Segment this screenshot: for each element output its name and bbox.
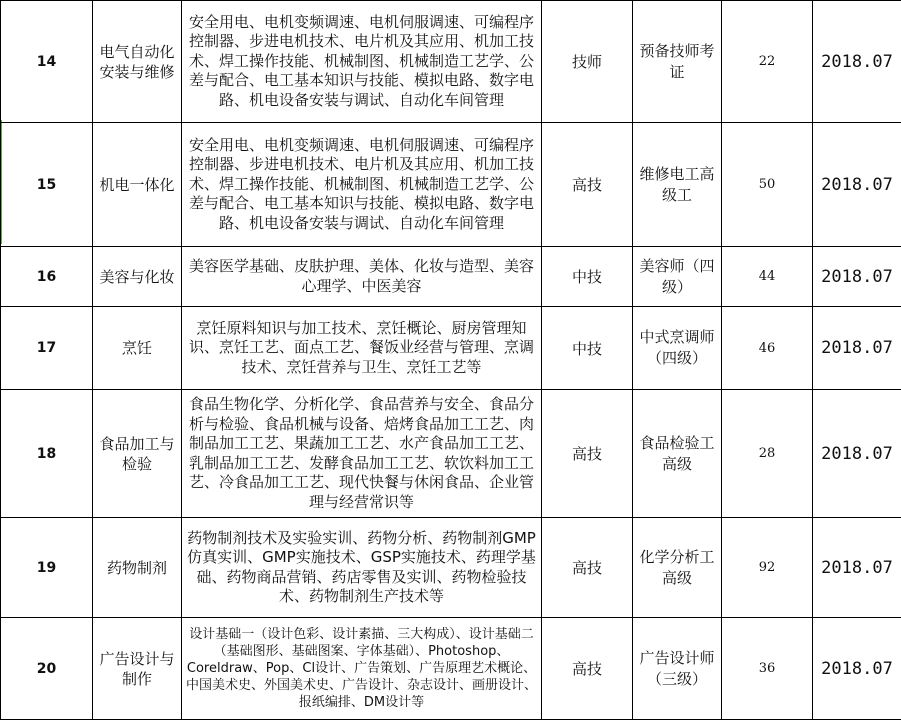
major-name: 食品加工与检验 [93,390,182,518]
graduation-date: 2018.07 [813,518,901,618]
school-level: 中技 [542,247,633,307]
school-level: 技师 [542,1,633,123]
graduation-date: 2018.07 [813,618,901,720]
table-row [1,518,901,618]
table-row [1,618,901,720]
courses: 设计基础一（设计色彩、设计素描、三大构成）、设计基础二（基础图形、基础图案、字体基础）、Photoshop、Coreldraw、Pop、Cl设计、广告策划、广告原理艺术概论、中国美术史、外国美术史、广告设计、杂志设计、画册设计、报纸编排、DM设计等 [182,618,542,720]
school-level: 高技 [542,390,633,518]
graduation-date: 2018.07 [813,1,901,123]
major-name: 机电一体化 [93,123,182,247]
certificate: 维修电工高级工 [633,123,722,247]
school-level: 中技 [542,307,633,390]
school-level: 高技 [542,618,633,720]
courses: 食品生物化学、分析化学、食品营养与安全、食品分析与检验、食品机械与设备、焙烤食品加工工艺、肉制品加工工艺、果蔬加工工艺、水产食品加工工艺、乳制品加工工艺、发酵食品加工工艺、软饮料加工工艺、冷食品加工工艺、现代快餐与休闲食品、企业管理与经营常识等 [182,390,542,518]
major-name: 药物制剂 [93,518,182,618]
major-name: 美容与化妆 [93,247,182,307]
certificate: 美容师（四级） [633,247,722,307]
table-row [1,123,901,247]
certificate: 中式烹调师（四级） [633,307,722,390]
student-count: 92 [722,518,813,618]
courses: 安全用电、电机变频调速、电机伺服调速、可编程序控制器、步进电机技术、电片机及其应用、机加工技术、焊工操作技能、机械制图、机械制造工艺学、公差与配合、电工基本知识与技能、模拟电路、数字电路、机电设备安装与调试、自动化车间管理 [182,1,542,123]
courses: 安全用电、电机变频调速、电机伺服调速、可编程序控制器、步进电机技术、电片机及其应用、机加工技术、焊工操作技能、机械制图、机械制造工艺学、公差与配合、电工基本知识与技能、模拟电路、数字电路、机电设备安装与调试、自动化车间管理 [182,123,542,247]
graduation-date: 2018.07 [813,123,901,247]
row-number: 19 [1,518,93,618]
courses: 美容医学基础、皮肤护理、美体、化妆与造型、美容心理学、中医美容 [182,247,542,307]
graduation-date: 2018.07 [813,247,901,307]
student-count: 36 [722,618,813,720]
table-row [1,247,901,307]
student-count: 46 [722,307,813,390]
graduation-date: 2018.07 [813,307,901,390]
certificate: 化学分析工高级 [633,518,722,618]
table-row [1,1,901,123]
student-count: 28 [722,390,813,518]
student-count: 22 [722,1,813,123]
table-row [1,390,901,518]
school-level: 高技 [542,123,633,247]
certificate: 食品检验工高级 [633,390,722,518]
student-count: 44 [722,247,813,307]
row-number: 16 [1,247,93,307]
major-name: 电气自动化安装与维修 [93,1,182,123]
courses: 烹饪原料知识与加工技术、烹饪概论、厨房管理知识、烹饪工艺、面点工艺、餐饭业经营与管理、烹调技术、烹饪营养与卫生、烹饪工艺等 [182,307,542,390]
certificate: 预备技师考证 [633,1,722,123]
row-number: 17 [1,307,93,390]
major-name: 烹饪 [93,307,182,390]
school-level: 高技 [542,518,633,618]
courses: 药物制剂技术及实验实训、药物分析、药物制剂GMP仿真实训、GMP实施技术、GSP实施技术、药理学基础、药物商品营销、药店零售及实训、药物检验技术、药物制剂生产技术等 [182,518,542,618]
student-count: 50 [722,123,813,247]
row-number: 14 [1,1,93,123]
row-number: 15 [1,123,93,247]
major-name: 广告设计与制作 [93,618,182,720]
graduation-date: 2018.07 [813,390,901,518]
row-number: 18 [1,390,93,518]
certificate: 广告设计师（三级） [633,618,722,720]
table-row [1,307,901,390]
row-number: 20 [1,618,93,720]
